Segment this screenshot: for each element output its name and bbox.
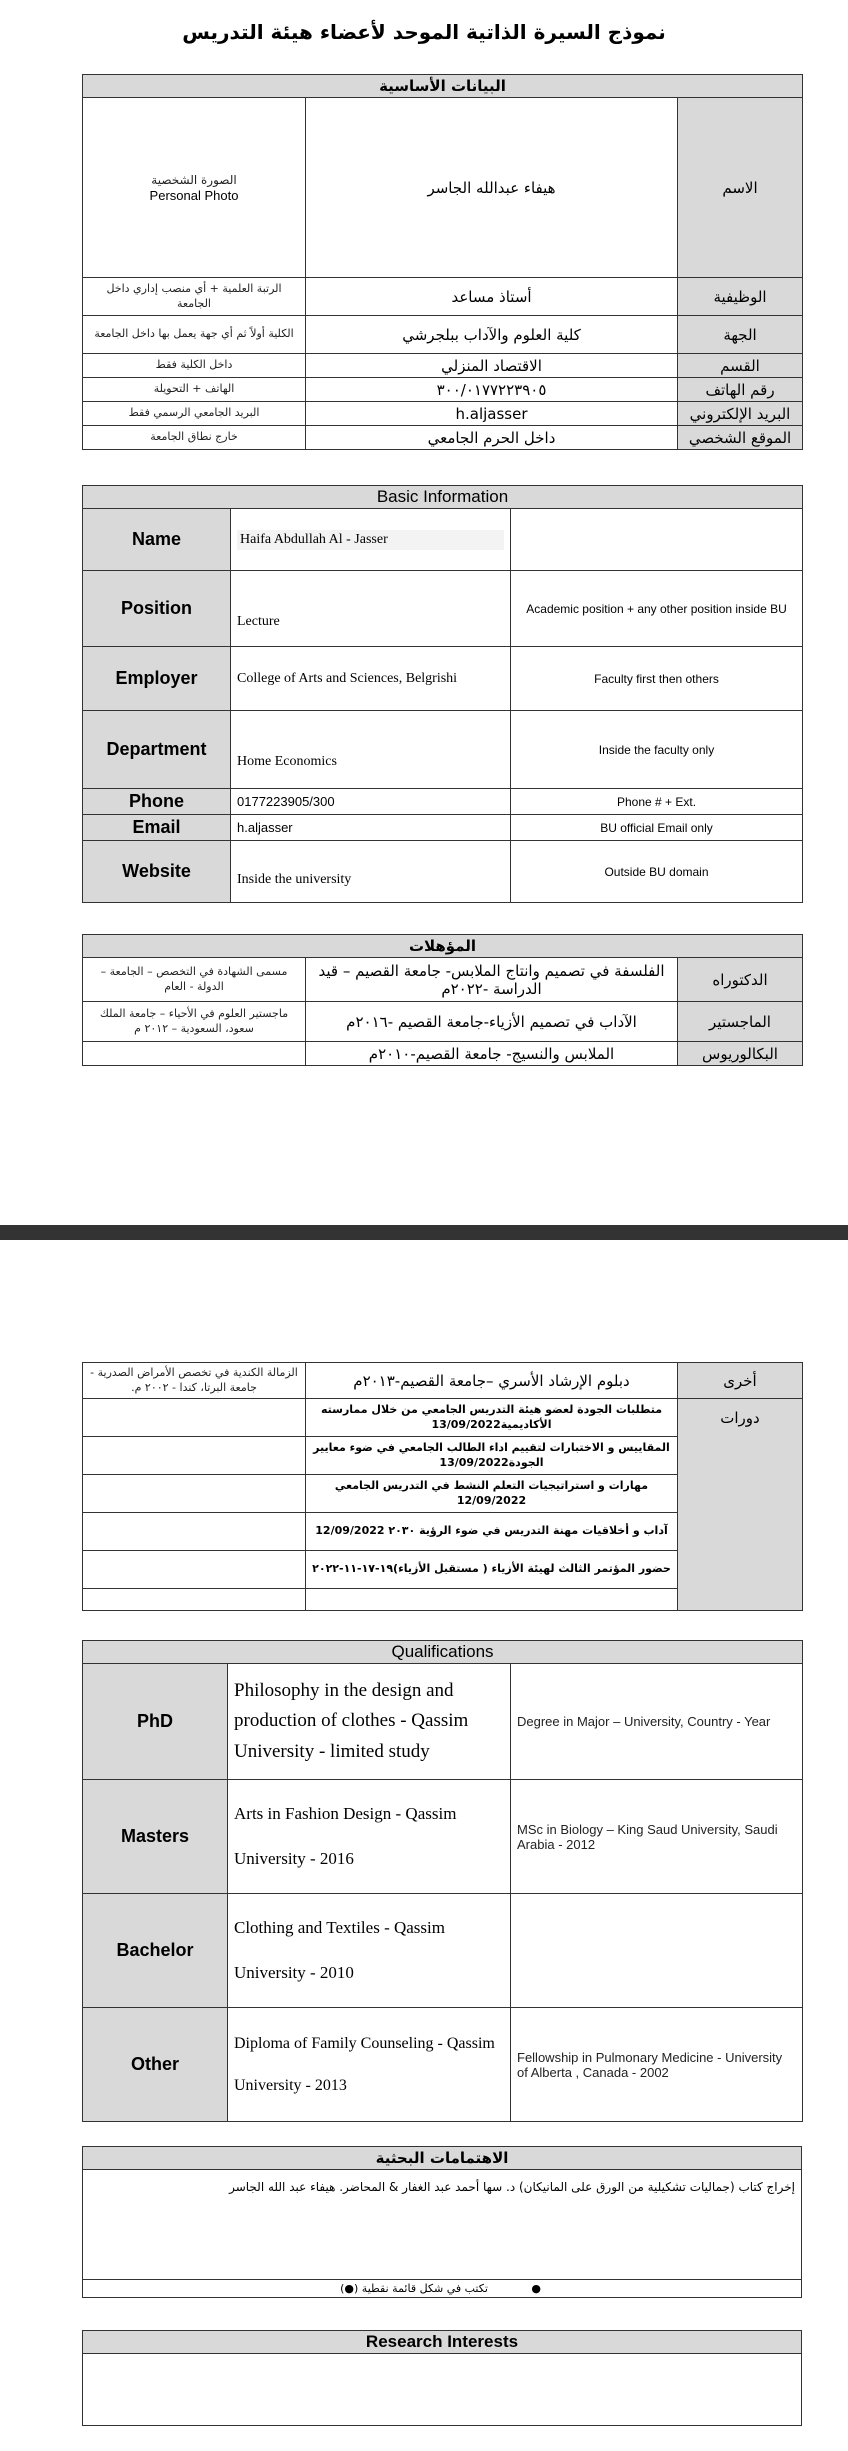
arabic-other-courses-table bbox=[82, 1362, 803, 1611]
value-position-ar: أستاذ مساعد bbox=[306, 278, 678, 316]
page-title: نموذج السيرة الذاتية الموحد لأعضاء هيئة التدريس bbox=[182, 20, 666, 44]
english-qualifications-table bbox=[82, 1640, 803, 2122]
value-masters-en: Arts in Fashion Design - Qassim University - 2016 bbox=[228, 1780, 511, 1894]
english-qual-header: Qualifications bbox=[83, 1641, 803, 1664]
value-name-ar: هيفاء عبدالله الجاسر bbox=[306, 98, 678, 278]
arabic-qualifications-table bbox=[82, 934, 803, 1066]
value-position-en: Lecture bbox=[231, 571, 511, 647]
label-courses-ar-text: دورات bbox=[720, 1409, 760, 1427]
note-other-ar: الزمالة الكندية في تخصص الأمراض الصدرية - جامعة البرتا، كندا - ٢٠٠٢ م. bbox=[83, 1363, 306, 1399]
value-email-en: h.aljasser bbox=[231, 815, 511, 841]
arabic-qual-header: المؤهلات bbox=[83, 935, 803, 958]
course-note-empty bbox=[83, 1551, 306, 1589]
note-phone-ar: الهاتف + التحويلة bbox=[83, 378, 306, 402]
arabic-research-bullet-row bbox=[83, 2280, 802, 2298]
label-masters-en: Masters bbox=[83, 1780, 228, 1894]
course-item: حضور المؤتمر الثالث لهيئة الأزياء ( مستقبل الأزياء)١٩-١٧-١١-٢٠٢٢ bbox=[306, 1551, 678, 1589]
english-research-header: Research Interests bbox=[83, 2331, 802, 2354]
note-phone-en: Phone # + Ext. bbox=[511, 789, 803, 815]
label-phd-ar: الدكتوراه bbox=[678, 958, 803, 1002]
note-department-ar: داخل الكلية فقط bbox=[83, 354, 306, 378]
note-department-en: Inside the faculty only bbox=[511, 711, 803, 789]
label-name-en: Name bbox=[83, 509, 231, 571]
note-phd-en: Degree in Major – University, Country - Year bbox=[511, 1664, 803, 1780]
arabic-basic-header: البيانات الأساسية bbox=[83, 75, 803, 98]
arabic-basic-info-table bbox=[82, 74, 803, 450]
course-note-empty bbox=[83, 1437, 306, 1475]
value-department-en: Home Economics bbox=[231, 711, 511, 789]
value-website-en: Inside the university bbox=[231, 841, 511, 903]
course-item: متطلبات الجودة لعضو هيئة التدريس الجامعي من خلال ممارسته الأكاديمية13/09/2022 bbox=[306, 1399, 678, 1437]
arabic-research-text: إخراج كتاب (جماليات تشكيلية من الورق على المانيكان) د. سها أحمد عبد الغفار & المحاضر. هيفاء عبد الله الجاسر bbox=[83, 2170, 802, 2280]
label-bachelor-ar: البكالوريوس bbox=[678, 1042, 803, 1066]
label-position-en: Position bbox=[83, 571, 231, 647]
label-department-en: Department bbox=[83, 711, 231, 789]
value-other-en: Diploma of Family Counseling - Qassim University - 2013 bbox=[228, 2008, 511, 2122]
course-item: مهارات و استراتيجيات التعلم النشط في التدريس الجامعي 12/09/2022 bbox=[306, 1475, 678, 1513]
value-email-ar: h.aljasser bbox=[306, 402, 678, 426]
value-phone-ar: ٣٠٠/٠١٧٧٢٢٣٩٠٥ bbox=[306, 378, 678, 402]
course-note-empty bbox=[83, 1475, 306, 1513]
course-item bbox=[306, 1589, 678, 1611]
photo-label-ar: الصورة الشخصية bbox=[151, 172, 237, 187]
english-basic-header: Basic Information bbox=[83, 486, 803, 509]
label-other-en: Other bbox=[83, 2008, 228, 2122]
english-research-table bbox=[82, 2330, 802, 2426]
bullet-icon: ● bbox=[531, 2282, 541, 2295]
note-employer-en: Faculty first then others bbox=[511, 647, 803, 711]
course-item: آداب و أخلاقيات مهنة التدريس في ضوء الرؤية ٢٠٣٠ 12/09/2022 bbox=[306, 1513, 678, 1551]
note-position-en: Academic position + any other position inside BU bbox=[511, 571, 803, 647]
arabic-research-table bbox=[82, 2146, 802, 2298]
note-email-ar: البريد الجامعي الرسمي فقط bbox=[83, 402, 306, 426]
note-website-ar: خارج نطاق الجامعة bbox=[83, 426, 306, 450]
course-note-empty bbox=[83, 1589, 306, 1611]
label-phone-en: Phone bbox=[83, 789, 231, 815]
value-department-ar: الاقتصاد المنزلي bbox=[306, 354, 678, 378]
label-courses-ar bbox=[678, 1399, 803, 1611]
label-other-ar: أخرى bbox=[678, 1363, 803, 1399]
note-website-en: Outside BU domain bbox=[511, 841, 803, 903]
value-employer-en: College of Arts and Sciences, Belgrishi bbox=[231, 647, 511, 711]
course-note-empty bbox=[83, 1513, 306, 1551]
value-phone-en: 0177223905/300 bbox=[231, 789, 511, 815]
value-bachelor-en: Clothing and Textiles - Qassim University - 2010 bbox=[228, 1894, 511, 2008]
label-name-ar: الاسم bbox=[678, 98, 803, 278]
course-note-empty bbox=[83, 1399, 306, 1437]
label-website-ar: الموقع الشخصي bbox=[678, 426, 803, 450]
arabic-research-header: الاهتمامات البحثية bbox=[83, 2147, 802, 2170]
note-bachelor-ar bbox=[83, 1042, 306, 1066]
note-bachelor-en bbox=[511, 1894, 803, 2008]
value-employer-ar: كلية العلوم والآداب ببلجرشي bbox=[306, 316, 678, 354]
note-other-en: Fellowship in Pulmonary Medicine - University of Alberta , Canada - 2002 bbox=[511, 2008, 803, 2122]
label-email-ar: البريد الإلكتروني bbox=[678, 402, 803, 426]
english-basic-info-table bbox=[82, 485, 803, 903]
course-item: المقاييس و الاختبارات لتقييم اداء الطالب الجامعي في ضوء معايير الجودة13/09/2022 bbox=[306, 1437, 678, 1475]
label-phone-ar: رقم الهاتف bbox=[678, 378, 803, 402]
value-bachelor-ar: الملابس والنسيج- جامعة القصيم-٢٠١٠م bbox=[306, 1042, 678, 1066]
photo-label-en: Personal Photo bbox=[149, 188, 239, 204]
label-website-en: Website bbox=[83, 841, 231, 903]
note-position-ar: الرتبة العلمية + أي منصب إداري داخل الجامعة bbox=[83, 278, 306, 316]
label-position-ar: الوظيفية bbox=[678, 278, 803, 316]
note-phd-ar: مسمى الشهادة في التخصص – الجامعة – الدولة - العام bbox=[83, 958, 306, 1002]
value-masters-ar: الآداب في تصميم الأزياء-جامعة القصيم -٢٠١٦م bbox=[306, 1002, 678, 1042]
value-phd-ar: الفلسفة في تصميم وانتاج الملابس- جامعة القصيم – قيد الدراسة -٢٠٢٢م bbox=[306, 958, 678, 1002]
value-name-en-cell bbox=[231, 509, 511, 571]
value-other-ar: دبلوم الإرشاد الأسري –جامعة القصيم-٢٠١٣م bbox=[306, 1363, 678, 1399]
value-name-en: Haifa Abdullah Al - Jasser bbox=[237, 530, 504, 550]
note-employer-ar: الكلية أولاً ثم أي جهة يعمل بها داخل الجامعة bbox=[83, 316, 306, 354]
label-masters-ar: الماجستير bbox=[678, 1002, 803, 1042]
value-website-ar: داخل الحرم الجامعي bbox=[306, 426, 678, 450]
note-masters-ar: ماجستير العلوم في الأحياء – جامعة الملك سعود، السعودية – ٢٠١٢ م bbox=[83, 1002, 306, 1042]
page-break bbox=[0, 1225, 848, 1240]
label-phd-en: PhD bbox=[83, 1664, 228, 1780]
label-employer-en: Employer bbox=[83, 647, 231, 711]
label-email-en: Email bbox=[83, 815, 231, 841]
label-employer-ar: الجهة bbox=[678, 316, 803, 354]
value-phd-en: Philosophy in the design and production of clothes - Qassim University - limited study bbox=[228, 1664, 511, 1780]
label-bachelor-en: Bachelor bbox=[83, 1894, 228, 2008]
personal-photo bbox=[83, 98, 306, 278]
note-email-en: BU official Email only bbox=[511, 815, 803, 841]
note-name-en bbox=[511, 509, 803, 571]
arabic-research-bullet-note: تكتب في شكل قائمة نقطية (●) bbox=[340, 2282, 488, 2295]
english-research-text bbox=[83, 2354, 802, 2426]
note-masters-en: MSc in Biology – King Saud University, Saudi Arabia - 2012 bbox=[511, 1780, 803, 1894]
label-department-ar: القسم bbox=[678, 354, 803, 378]
